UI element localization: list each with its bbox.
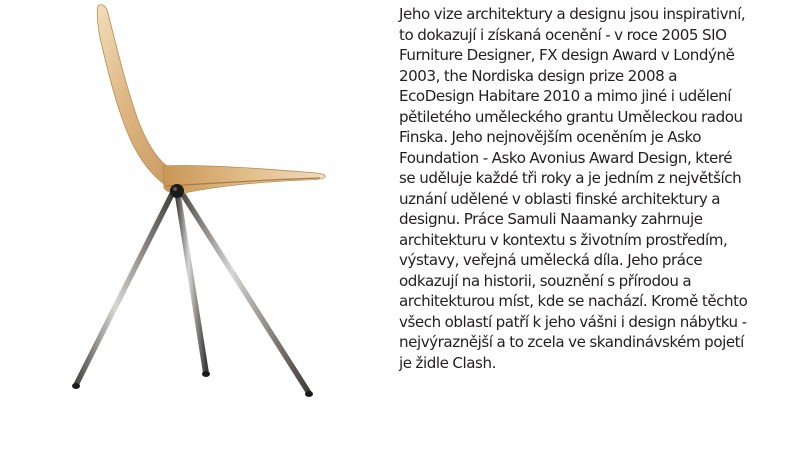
chair-joint-highlight	[173, 187, 177, 191]
chair-foot-right	[305, 391, 313, 397]
chair-foot-left	[72, 383, 80, 389]
chair-seat	[163, 165, 325, 193]
chair-foot-front	[202, 371, 210, 377]
chair-leg-back-left	[76, 190, 174, 385]
clash-chair-image	[58, 0, 348, 420]
chair-illustration	[58, 0, 348, 420]
chair-leg-front	[177, 190, 206, 373]
chair-leg-back-right	[180, 190, 309, 393]
chair-backrest	[97, 5, 174, 190]
chair-joint	[170, 184, 184, 198]
article-text: Jeho vize architektury a designu jsou inspirativní, to dokazují i získaná ocenění - v roce 2005 SIO Furniture Designer, FX design Award v Londýně 2003, the Nordiska design prize 2008 a EcoDesign Habitare 2010 a mimo jiné i udělení pětiletého uměleckého grantu Uměleckou radou Finska. Jeho nejnovějším oceněním je Asko Foundation - Asko Avonius Award Design, které se uděluje každé tři roky a je jedním z největších uznání udělené v oblasti finské architektury a designu. Práce Samuli Naamanky zahrnuje architekturu v kontextu s životním prostředím, výstavy, veřejná umělecká díla. Jeho práce odkazují na historii, souznění s přírodou a architekturou míst, kde se nachází. Kromě těchto všech oblastí patří k jeho vášni i design nábytku - nejvýraznější a to zcela ve skandinávském pojetí je židle Clash.	[399, 5, 748, 372]
